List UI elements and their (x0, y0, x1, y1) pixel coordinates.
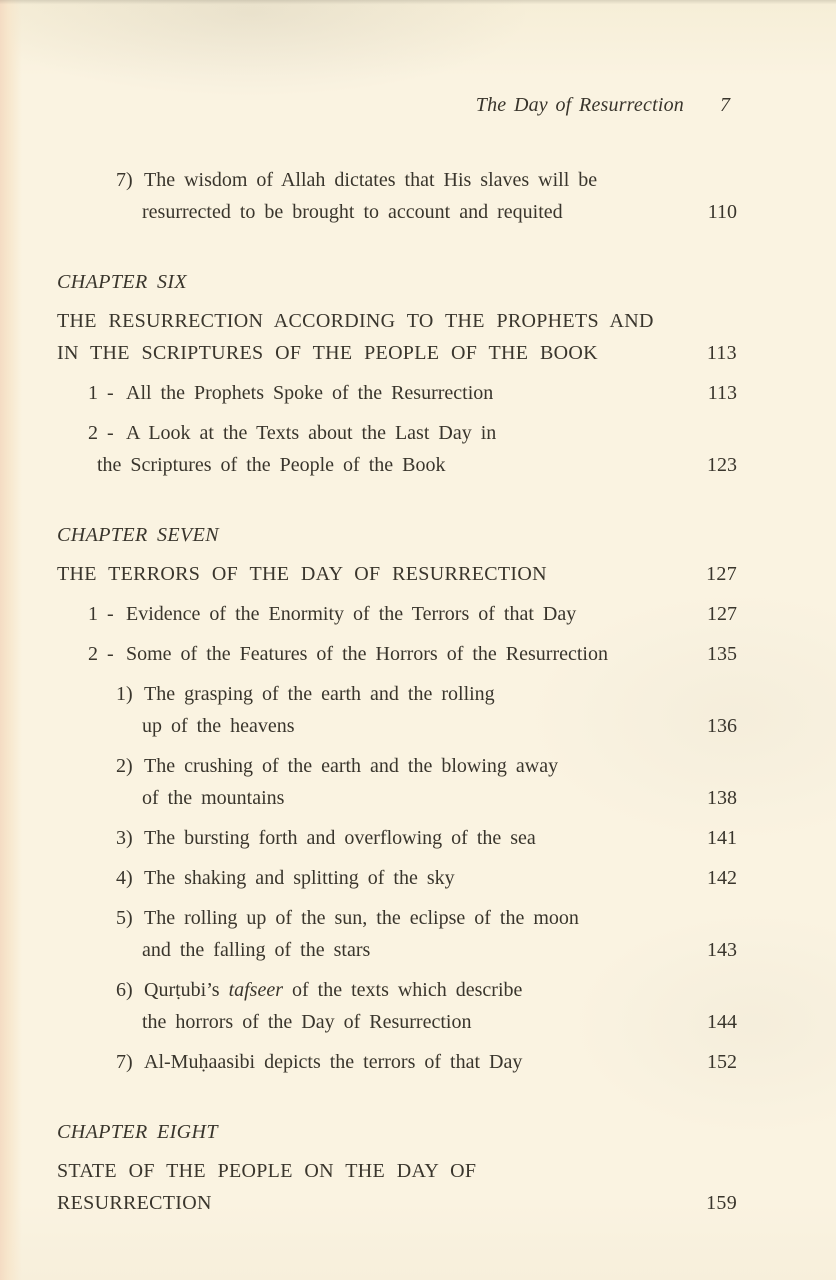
toc-line-text: RESURRECTION (57, 1192, 212, 1214)
toc-item-number: 2 - (88, 422, 114, 444)
toc-subitem (0, 902, 836, 966)
toc-line-text: THE RESURRECTION ACCORDING TO THE PROPHETS AND (57, 310, 654, 332)
toc-line-text: The rolling up of the sun, the eclipse of the moon (144, 907, 579, 929)
toc-line-text: CHAPTER SIX (57, 271, 188, 293)
toc-line-text: of the texts which describe (283, 979, 523, 1001)
toc-subitem (0, 822, 836, 854)
toc-line-text: STATE OF THE PEOPLE ON THE DAY OF (57, 1160, 477, 1182)
toc-line-text: The grasping of the earth and the rolling (144, 683, 495, 705)
toc-line (57, 305, 836, 337)
toc-line-text: THE TERRORS OF THE DAY OF RESURRECTION (57, 563, 547, 585)
running-header-title: The Day of Resurrection (475, 94, 684, 116)
toc-page-ref: 159 (706, 1192, 737, 1214)
toc-line (116, 902, 836, 934)
toc-line-text: up of the heavens (142, 715, 295, 737)
toc-item-number: 5) (116, 907, 133, 929)
toc-chapter-title (0, 305, 836, 369)
toc-section-item (0, 417, 836, 481)
toc-line-text: of the mountains (142, 787, 285, 809)
toc-page-ref: 113 (707, 382, 737, 404)
toc-line (116, 164, 836, 196)
toc-page-ref: 110 (707, 201, 737, 223)
toc-line (57, 519, 836, 551)
toc-chapter-label (0, 266, 836, 298)
toc-line (57, 266, 836, 298)
toc-line-text: A Look at the Texts about the Last Day in (126, 422, 497, 444)
toc-line (116, 750, 836, 782)
toc-line-text: Qurṭubi’s (144, 979, 229, 1001)
toc-page-ref: 141 (707, 827, 737, 849)
toc-page-ref: 143 (707, 939, 737, 961)
toc-item-number: 1 - (88, 603, 114, 625)
toc-page-ref: 135 (707, 643, 737, 665)
toc-line-text: IN THE SCRIPTURES OF THE PEOPLE OF THE BOOK (57, 342, 598, 364)
running-header (0, 89, 836, 121)
toc-line-text: the Scriptures of the People of the Book (97, 454, 446, 476)
toc-page-ref: 127 (707, 603, 737, 625)
toc-item-number: 2) (116, 755, 133, 777)
toc-item-number: 7) (116, 1051, 133, 1073)
toc-line-text: and the falling of the stars (142, 939, 371, 961)
toc-line (57, 1155, 836, 1187)
toc-line (116, 974, 836, 1006)
toc-chapter-title (0, 1155, 836, 1219)
toc-item-number: 6) (116, 979, 133, 1001)
toc-page-ref: 113 (706, 342, 737, 364)
toc-page-ref: 138 (707, 787, 737, 809)
toc-line-text: The shaking and splitting of the sky (144, 867, 455, 889)
toc-line (88, 417, 836, 449)
toc-line-text: The wisdom of Allah dictates that His slaves will be (144, 169, 598, 191)
toc-line-text: Evidence of the Enormity of the Terrors of that Day (126, 603, 577, 625)
toc-line-text: The bursting forth and overflowing of the sea (144, 827, 536, 849)
toc-line-text: Some of the Features of the Horrors of the Resurrection (126, 643, 608, 665)
toc-page-ref: 136 (707, 715, 737, 737)
toc-item-number: 1) (116, 683, 133, 705)
toc-page-ref: 152 (707, 1051, 737, 1073)
toc-page-ref: 142 (707, 867, 737, 889)
toc-line-italic-term: tafseer (228, 979, 283, 1001)
toc-line-text: resurrected to be brought to account and requited (142, 201, 563, 223)
toc-line-text: CHAPTER SEVEN (57, 524, 219, 546)
toc-chapter-label (0, 519, 836, 551)
toc-line (116, 678, 836, 710)
toc-page-ref: 127 (706, 563, 737, 585)
toc-page-ref: 144 (707, 1011, 737, 1033)
toc-page-ref: 123 (707, 454, 737, 476)
toc-section-item (0, 377, 836, 409)
toc-subitem (0, 974, 836, 1038)
toc-item-number: 4) (116, 867, 133, 889)
toc-line-text: the horrors of the Day of Resurrection (142, 1011, 472, 1033)
toc-item-number: 3) (116, 827, 133, 849)
toc-chapter-title (0, 558, 836, 590)
toc-line-text: The crushing of the earth and the blowing away (144, 755, 559, 777)
toc-subitem (0, 164, 836, 228)
toc-subitem (0, 678, 836, 742)
toc-subitem (0, 750, 836, 814)
page-number: 7 (720, 94, 730, 116)
toc-item-number: 7) (116, 169, 133, 191)
toc-line-text: Al-Muḥaasibi depicts the terrors of that Day (144, 1051, 523, 1073)
toc-section-item (0, 638, 836, 670)
toc-item-number: 1 - (88, 382, 114, 404)
toc-line (57, 1116, 836, 1148)
table-of-contents (0, 164, 836, 1219)
toc-chapter-label (0, 1116, 836, 1148)
toc-section-item (0, 598, 836, 630)
toc-subitem (0, 862, 836, 894)
toc-item-number: 2 - (88, 643, 114, 665)
toc-line-text: All the Prophets Spoke of the Resurrection (126, 382, 494, 404)
toc-subitem (0, 1046, 836, 1078)
toc-line-text: CHAPTER EIGHT (57, 1121, 218, 1143)
